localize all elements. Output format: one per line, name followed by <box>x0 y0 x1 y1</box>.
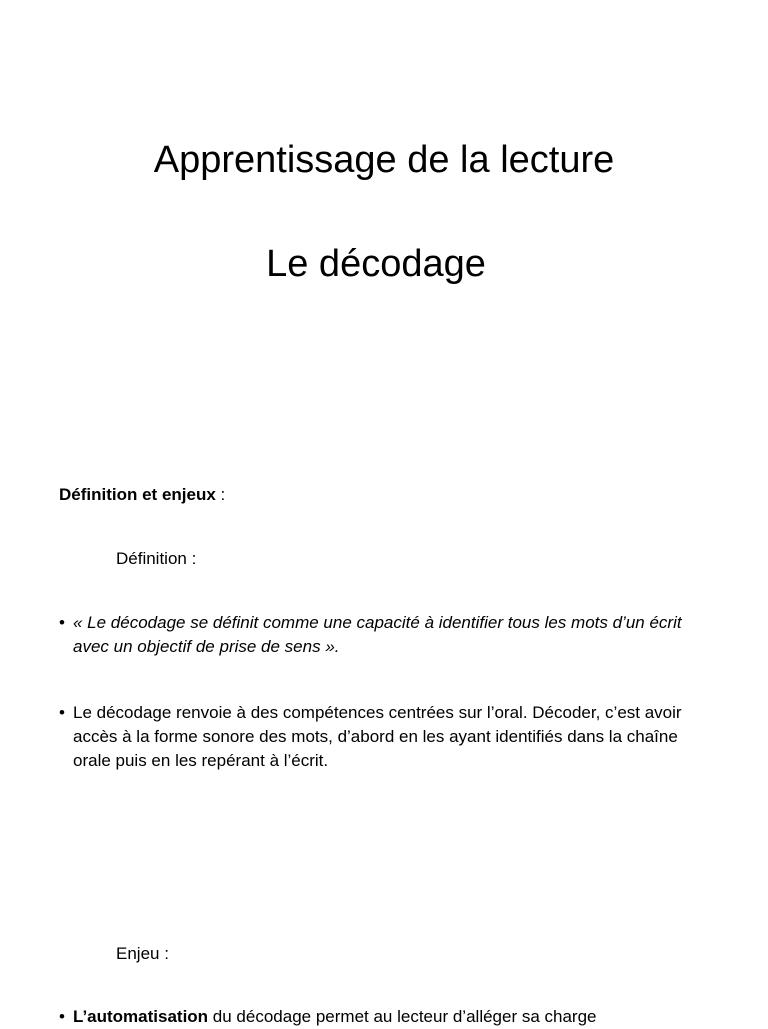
content-slide <box>0 470 768 1024</box>
definition-label: Définition : <box>116 549 197 568</box>
bullet-enjeu-bold: L’automatisation <box>73 1007 209 1026</box>
bullet-enjeu-text: du décodage permet au lecteur d’alléger sa charge <box>208 1007 597 1026</box>
section-heading-bold: Définition et enjeux <box>59 485 216 504</box>
section-heading-colon: : <box>215 485 226 504</box>
bullet-text: « Le décodage se définit comme une capacité à identifier tous les mots d’un écrit avec un objectif de prise de sens ». <box>73 613 682 656</box>
bullet-text: Le décodage renvoie à des compétences centrées sur l’oral. Décoder, c’est avoir accès à la forme sonore des mots, d’abord en les ayant identifiés dans la chaîne orale puis en les repérant à l’écrit. <box>73 703 682 770</box>
slide-subtitle: Le décodage <box>266 243 486 285</box>
bullet-dot: • <box>59 703 65 722</box>
bullet-enjeu <box>59 1005 719 1029</box>
title-slide <box>0 0 768 420</box>
slide-title: Apprentissage de la lecture <box>153 139 615 181</box>
bullet-dot: • <box>59 1007 65 1026</box>
section-heading <box>59 483 225 507</box>
bullet-dot: • <box>59 613 65 632</box>
bullet-definition-quote <box>59 611 719 659</box>
enjeu-label: Enjeu : <box>116 944 169 963</box>
bullet-definition-oral <box>59 701 719 773</box>
